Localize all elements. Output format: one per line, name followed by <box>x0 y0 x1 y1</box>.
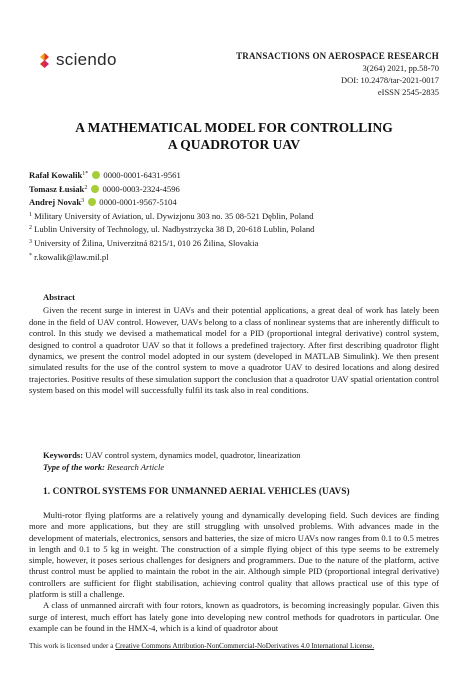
orcid-icon[interactable] <box>88 198 96 206</box>
affiliation <box>29 236 449 250</box>
author-sup: 3 <box>81 198 85 204</box>
abstract-heading: Abstract <box>43 292 75 302</box>
affiliation-sup: 3 <box>29 238 32 245</box>
corresponding-sup: * <box>29 253 32 259</box>
author-orcid[interactable]: 0000-0001-6431-9561 <box>103 170 181 180</box>
affiliation <box>29 209 449 223</box>
orcid-icon[interactable] <box>91 185 99 193</box>
sciendo-logo-icon <box>38 52 51 69</box>
keywords-label: Keywords: <box>43 450 84 460</box>
keywords-text: UAV control system, dynamics model, quadrotor, linearization <box>85 450 301 460</box>
work-type-text: Research Article <box>107 461 165 472</box>
author-row <box>29 195 449 209</box>
journal-issn: eISSN 2545-2835 <box>377 87 439 97</box>
section-heading: 1. CONTROL SYSTEMS FOR UNMANNED AERIAL VEHICLES (UAVS) <box>43 487 350 497</box>
corresponding-email[interactable]: r.kowalik@law.mil.pl <box>34 252 109 262</box>
paper-title <box>0 119 468 153</box>
orcid-icon[interactable] <box>92 171 100 179</box>
work-type-label: Type of the work: <box>43 461 105 472</box>
author-orcid[interactable]: 0000-0001-9567-5104 <box>99 197 177 207</box>
body-paragraph: Multi-rotor flying platforms are a relatively young and dynamically developing field. Such devices are finding more and more applications, but they are still struggling with unsolved problems. With advances made in the development of materials, electronics, sensors and batteries, the size of micro UAVs now ranges from 0.1 to 0.5 metres in length and 0.1 to 5 kg in weight. The construction of a simple flying object of this type seems to be extremely simple, however, it poses serious challenges for designers and programmers. Due to the nature of the platform, active thrust control must be applied to maintain the robot in the air. Although simple PID (proportional integral derivative) controllers are sufficient for flight stabilisation, achieving control quality that allows practical use of this type of platform is still a challenge. <box>29 510 439 600</box>
abstract <box>29 292 439 397</box>
affiliation-text: Lublin University of Technology, ul. Nadbystrzycka 38 D, 20-618 Lublin, Poland <box>34 224 315 234</box>
license-link[interactable]: Creative Commons Attribution-NonCommercial-NoDerivatives 4.0 International License. <box>115 642 375 650</box>
title-line-1: A MATHEMATICAL MODEL FOR CONTROLLING <box>75 120 393 135</box>
journal-issue: 3(264) 2021, pp.58-70 <box>362 63 439 73</box>
affiliation-text: Military University of Aviation, ul. Dywizjonu 303 no. 35 08-521 Dęblin, Poland <box>34 210 314 221</box>
author-orcid[interactable]: 0000-0003-2324-4596 <box>102 183 180 194</box>
journal-name: TRANSACTIONS ON AEROSPACE RESEARCH <box>236 51 439 61</box>
author-sup: 1* <box>82 171 89 177</box>
keywords-block <box>43 450 439 473</box>
author-row <box>29 182 449 196</box>
journal-info <box>236 50 439 98</box>
affiliation-sup: 2 <box>29 225 32 231</box>
author-name: Rafał Kowalik <box>29 170 83 180</box>
author-block <box>29 168 449 249</box>
journal-doi[interactable]: DOI: 10.2478/tar-2021-0017 <box>340 75 439 85</box>
author-row <box>29 168 449 182</box>
body-text <box>29 510 439 634</box>
logo-text: sciendo <box>56 50 117 69</box>
footer-prefix: This work is licensed under a <box>29 642 114 650</box>
keywords <box>43 450 439 462</box>
affiliation-text: University of Žilina, Univerzitná 8215/1, 010 26 Žilina, Slovakia <box>34 237 259 248</box>
license-footer <box>29 642 374 650</box>
publisher-logo <box>38 50 117 70</box>
author-name: Andrej Novak <box>29 197 82 207</box>
author-sup: 2 <box>84 184 88 191</box>
affiliation <box>29 222 449 236</box>
corresponding-author <box>29 252 109 262</box>
body-paragraph: A class of unmanned aircraft with four rotors, known as quadrotors, is becoming increasingly popular. Given this surge of interest, much effort has lately gone into developing new control methods for quadrotors in particular. One example can be found in the HMX-4, which is a kind of quadrotor about <box>29 600 439 633</box>
work-type <box>43 462 439 474</box>
title-line-2: A QUADROTOR UAV <box>167 137 301 152</box>
author-name: Tomasz Łusiak <box>29 183 85 194</box>
affiliation-sup: 1 <box>29 211 32 218</box>
abstract-text: Given the recent surge in interest in UAVs and their potential applications, a great deal of work has lately been done in the field of UAV control. However, UAVs belong to a class of nonlinear systems that are inherently difficult to control. In this study we devised a mathematical model for a PID (proportional integral derivative) control system, designed to control a quadrotor UAV so that it follows a predefined trajectory. After first describing quadrotor flight dynamics, we present the control model adopted in our system (developed in MATLAB Simulink). We then present simulated results for the use of the control system to move a quadrotor UAV to desired locations and along desired trajectories. Positive results of these simulation support the conclusion that a quadrotor UAV spatial orientation control system based on this model will successfully fulfil its task also in real conditions. <box>29 305 439 396</box>
